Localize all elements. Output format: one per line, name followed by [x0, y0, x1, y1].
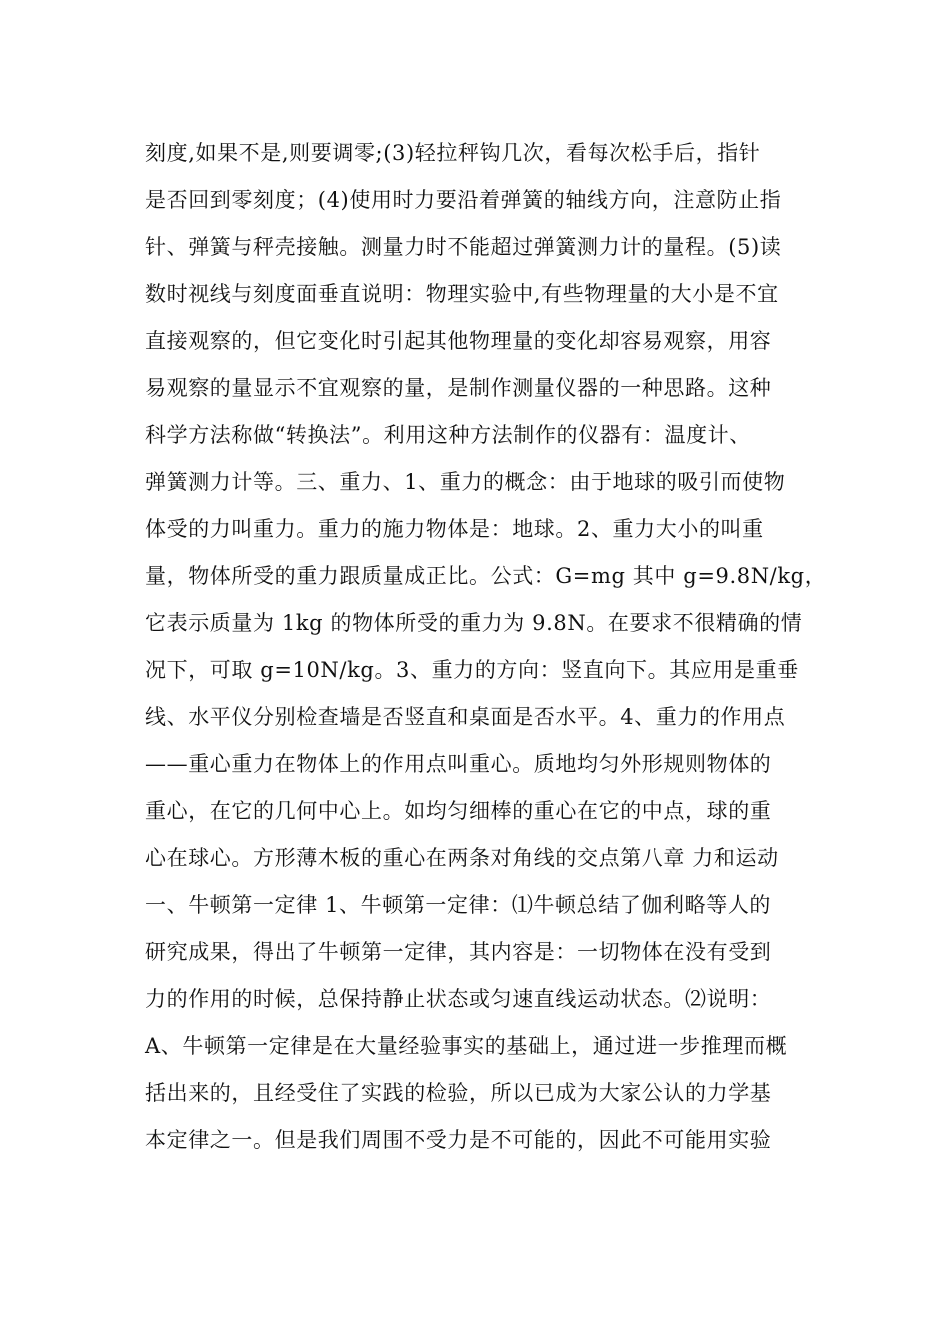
- text-line: 一、牛顿第一定律 1、牛顿第一定律：⑴牛顿总结了伽利略等人的: [145, 893, 772, 917]
- text-line: 量，物体所受的重力跟质量成正比。公式：G=mg 其中 g=9.8N/kg，: [145, 564, 827, 588]
- text-line: 体受的力叫重力。重力的施力物体是：地球。2、重力大小的叫重: [145, 517, 764, 541]
- text-line: 本定律之一。但是我们周围不受力是不可能的，因此不可能用实验: [145, 1128, 772, 1152]
- text-line: 易观察的量显示不宜观察的量，是制作测量仪器的一种思路。这种: [145, 376, 772, 400]
- text-line: 直接观察的，但它变化时引起其他物理量的变化却容易观察，用容: [145, 329, 772, 353]
- text-line: 重心，在它的几何中心上。如均匀细棒的重心在它的中点，球的重: [145, 799, 772, 823]
- text-line: 况下，可取 g=10N/kg。3、重力的方向：竖直向下。其应用是重垂: [145, 658, 799, 682]
- text-line: 弹簧测力计等。三、重力、1、重力的概念：由于地球的吸引而使物: [145, 470, 786, 494]
- text-line: 针、弹簧与秤壳接触。测量力时不能超过弹簧测力计的量程。(5)读: [145, 235, 782, 259]
- text-line: 数时视线与刻度面垂直说明：物理实验中,有些物理量的大小是不宜: [145, 282, 779, 306]
- text-line: 它表示质量为 1kg 的物体所受的重力为 9.8N。在要求不很精确的情: [145, 611, 803, 635]
- text-line: 力的作用的时候，总保持静止状态或匀速直线运动状态。⑵说明：: [145, 987, 772, 1011]
- text-line: 心在球心。方形薄木板的重心在两条对角线的交点第八章 力和运动: [145, 846, 779, 870]
- text-line: A、牛顿第一定律是在大量经验事实的基础上，通过进一步推理而概: [145, 1034, 788, 1058]
- text-line: 刻度,如果不是,则要调零;(3)轻拉秤钩几次，看每次松手后，指针: [145, 141, 761, 165]
- text-line: ——重心重力在物体上的作用点叫重心。质地均匀外形规则物体的: [145, 752, 772, 776]
- text-line: 线、水平仪分别检查墙是否竖直和桌面是否水平。4、重力的作用点: [145, 705, 786, 729]
- text-line: 括出来的，且经受住了实践的检验，所以已成为大家公认的力学基: [145, 1081, 772, 1105]
- text-line: 科学方法称做“转换法”。利用这种方法制作的仪器有：温度计、: [145, 423, 751, 447]
- text-line: 研究成果，得出了牛顿第一定律，其内容是：一切物体在没有受到: [145, 940, 772, 964]
- text-line: 是否回到零刻度；(4)使用时力要沿着弹簧的轴线方向，注意防止指: [145, 188, 782, 212]
- body-text: [145, 130, 825, 1164]
